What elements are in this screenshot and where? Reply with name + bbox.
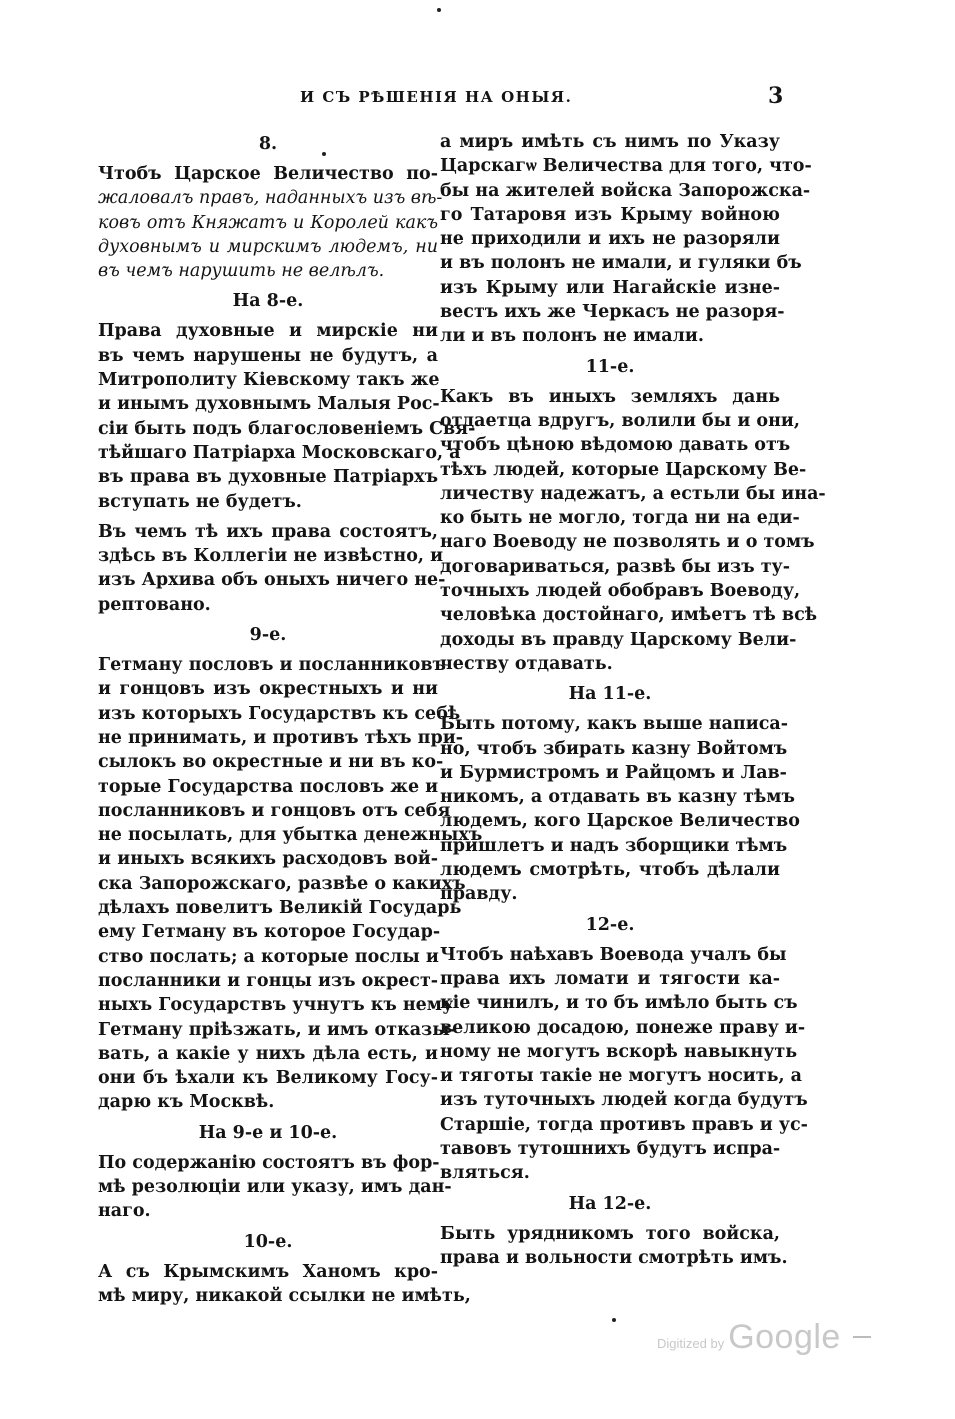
- text-line: тѣйшаго Патріарха Московскаго, а: [98, 442, 461, 463]
- text-line: жаловалъ правъ, наданныхъ изъ вѣ-: [98, 188, 443, 209]
- text-line: ство послать; а которые послы и: [98, 946, 439, 967]
- digitized-by-google-watermark: [657, 1318, 871, 1357]
- text-line: ему Гетману въ которое Государ-: [98, 922, 441, 943]
- text-line: наго.: [98, 1201, 151, 1222]
- page-number: 3: [768, 83, 784, 109]
- text-line: людемъ, кого Царское Величество: [440, 811, 800, 832]
- text-line: дарю къ Москвѣ.: [98, 1092, 275, 1113]
- text-line: мѣ резолюціи или указу, имъ дан-: [98, 1176, 452, 1197]
- right-column: [440, 130, 826, 1276]
- watermark-dash: [853, 1336, 871, 1338]
- text-line: тавовъ тутошнихъ будутъ испра-: [440, 1138, 781, 1159]
- text-line: и Бурмистромъ и Райцомъ и Лав-: [440, 762, 787, 783]
- text-line: посланниковъ и гонцовъ отъ себя: [98, 800, 451, 821]
- article-10-continued-text: [440, 130, 812, 349]
- text-line: По содержанію состоятъ въ фор-: [98, 1152, 440, 1173]
- text-line: въ чемъ нарушены не будутъ, а: [98, 345, 438, 366]
- article-8-heading: 8.: [258, 134, 278, 154]
- text-line: правду.: [440, 884, 518, 905]
- text-line: и гонцовъ изъ окрестныхъ и ни: [98, 679, 438, 700]
- text-line: великою досадою, понеже праву и-: [440, 1017, 806, 1038]
- text-line: и въ полонъ не имали, и гуляки бъ: [440, 253, 802, 274]
- text-line: и инымъ духовнымъ Малыя Рос-: [98, 394, 440, 415]
- response-11-heading: На 11-е.: [568, 684, 652, 705]
- text-line: не принимать, и противъ тѣхъ при-: [98, 727, 463, 748]
- text-line: А съ Крымскимъ Ханомъ кро-: [98, 1261, 438, 1282]
- watermark-prefix: Digitized by: [657, 1336, 725, 1351]
- response-9-10-heading: На 9-е и 10-е.: [198, 1122, 338, 1143]
- text-line: договариваться, развѣ бы изъ ту-: [440, 556, 791, 577]
- text-line: права и вольности смотрѣть имъ.: [440, 1247, 788, 1268]
- text-line: бы на жителей войска Запорожска-: [440, 180, 811, 201]
- text-line: изъ Архива объ оныхъ ничего не-: [98, 570, 446, 591]
- article-8-text: [98, 162, 443, 283]
- text-line: людемъ смотрѣть, чтобъ дѣлали: [440, 860, 780, 881]
- text-line: никомъ, а отдавать въ казну тѣмъ: [440, 787, 795, 808]
- text-line: тѣхъ людей, которые Царскому Ве-: [440, 459, 807, 480]
- google-logo: Google: [728, 1318, 841, 1356]
- text-line: мѣ миру, никакой ссылки не имѣть,: [98, 1285, 471, 1306]
- text-line: Чтобъ Царское Величество по-: [98, 164, 438, 184]
- text-line: не посылать, для убытка денежныхъ: [98, 825, 483, 846]
- text-line: они бъ ѣхали къ Великому Госу-: [98, 1068, 438, 1089]
- text-line: Быть потому, какъ выше написа-: [440, 714, 788, 735]
- article-11-heading: 11-е.: [585, 356, 635, 377]
- text-line: Права духовные и мирскіе ни: [98, 321, 438, 342]
- text-line: сылокъ во окрестные и ни въ ко-: [98, 752, 444, 773]
- text-line: точныхъ людей обобравъ Воеводу,: [440, 581, 801, 602]
- text-line: сіи быть подъ благословеніемъ Свя-: [98, 418, 476, 439]
- text-line: ска Запорожскаго, развѣе о какихъ: [98, 873, 466, 894]
- response-9-10-text: [98, 1151, 452, 1224]
- text-line: вступать не будетъ.: [98, 491, 302, 512]
- text-line: пришлетъ и надъ зборщики тѣмъ: [440, 835, 788, 856]
- text-line: духовнымъ и мирскимъ людемъ, ни: [98, 236, 438, 257]
- article-12-text: [440, 943, 808, 1186]
- print-speck: [437, 8, 441, 12]
- text-line: въ права въ духовные Патріархъ: [98, 467, 438, 488]
- text-line: ныхъ Государствъ учнутъ къ нему: [98, 995, 454, 1016]
- text-line: Старшіе, тогда противъ правъ и ус-: [440, 1114, 808, 1135]
- note-8-text: [98, 520, 446, 617]
- text-line: рептовано.: [98, 594, 211, 615]
- text-line: Въ чемъ тѣ ихъ права состоятъ,: [98, 521, 438, 542]
- text-line: отдаетца вдругъ, волили бы и они,: [440, 410, 800, 431]
- text-line: Быть урядникомъ того войска,: [440, 1223, 780, 1244]
- text-line: изъ Крыму или Нагайскіе изне-: [440, 277, 780, 298]
- text-line: Гетману пріѣзжать, и имъ отказы-: [98, 1019, 458, 1040]
- text-line: честву отдавать.: [440, 653, 613, 674]
- text-line: доходы въ правду Царскому Вели-: [440, 629, 797, 650]
- text-line: права ихъ ломати и тягости ка-: [440, 968, 780, 989]
- text-line: кіе чинилъ, и то бъ имѣло быть съ: [440, 993, 798, 1014]
- text-line: дѣлахъ повелитъ Великій Государь: [98, 898, 462, 919]
- article-10-heading: 10-е.: [243, 1231, 293, 1252]
- text-line: посланники и гонцы изъ окрест-: [98, 970, 439, 991]
- article-12-heading: 12-е.: [585, 914, 635, 935]
- text-line: торые Государства пословъ же и: [98, 776, 439, 797]
- text-line: Какъ въ иныхъ земляхъ дань: [440, 386, 780, 407]
- text-line: го Татаровя изъ Крыму войною: [440, 204, 780, 225]
- text-line: и тяготы такіе не могутъ носить, а: [440, 1066, 802, 1087]
- text-line: чтобъ цѣною вѣдомою давать отъ: [440, 435, 791, 456]
- running-title: И СЪ РѢШЕНІЯ НА ОНЫЯ.: [300, 88, 573, 106]
- text-line: ко быть не могло, тогда ни на еди-: [440, 508, 800, 529]
- response-8-heading: На 8-е.: [232, 291, 304, 312]
- text-line: и иныхъ всякихъ расходовъ вой-: [98, 849, 438, 870]
- text-line: вестъ ихъ же Черкасъ не разоря-: [440, 302, 785, 323]
- text-line: ковъ отъ Княжатъ и Королей какъ: [98, 212, 438, 233]
- text-line: ному не могутъ вскорѣ навыкнуть: [440, 1041, 798, 1062]
- text-line: здѣсь въ Коллегіи не извѣстно, и: [98, 546, 444, 567]
- text-line: вать, а какіе у нихъ дѣла есть, и: [98, 1043, 438, 1064]
- text-line: изъ которыхъ Государствъ къ себѣ: [98, 703, 461, 724]
- print-speck: [322, 152, 326, 156]
- text-line: Чтобъ наѣхавъ Воевода учалъ бы: [440, 944, 787, 965]
- text-line: не приходили и ихъ не разоряли: [440, 229, 780, 250]
- text-line: личеству надежатъ, а естьли бы ина-: [440, 483, 826, 504]
- text-line: Митрополиту Кіевскому такъ же: [98, 370, 440, 391]
- text-line: ли и въ полонъ не имали.: [440, 326, 704, 347]
- text-line: въ чемъ нарушить не велѣлъ.: [98, 261, 385, 282]
- print-speck: [612, 1318, 616, 1322]
- response-8-text: [98, 319, 476, 513]
- article-9-heading: 9-е.: [249, 625, 287, 646]
- text-line: изъ туточныхъ людей когда будутъ: [440, 1090, 808, 1111]
- text-line: наго Воеводу не позволять и о томъ: [440, 532, 815, 553]
- text-line: вляться.: [440, 1163, 530, 1184]
- text-line: но, чтобъ збирать казну Войтомъ: [440, 738, 788, 759]
- text-line: человѣка достойнаго, имѣетъ тѣ всѣ: [440, 605, 818, 626]
- text-line: Гетману пословъ и посланниковъ: [98, 655, 446, 676]
- response-11-text: [440, 712, 800, 906]
- response-12-heading: На 12-е.: [568, 1193, 652, 1214]
- response-12-text: [440, 1222, 788, 1271]
- text-line: Царскагѡ Величества для того, что-: [440, 156, 812, 177]
- text-line: а миръ имѣть съ нимъ по Указу: [440, 132, 780, 152]
- article-10-text: [98, 1260, 471, 1309]
- article-11-text: [440, 385, 826, 677]
